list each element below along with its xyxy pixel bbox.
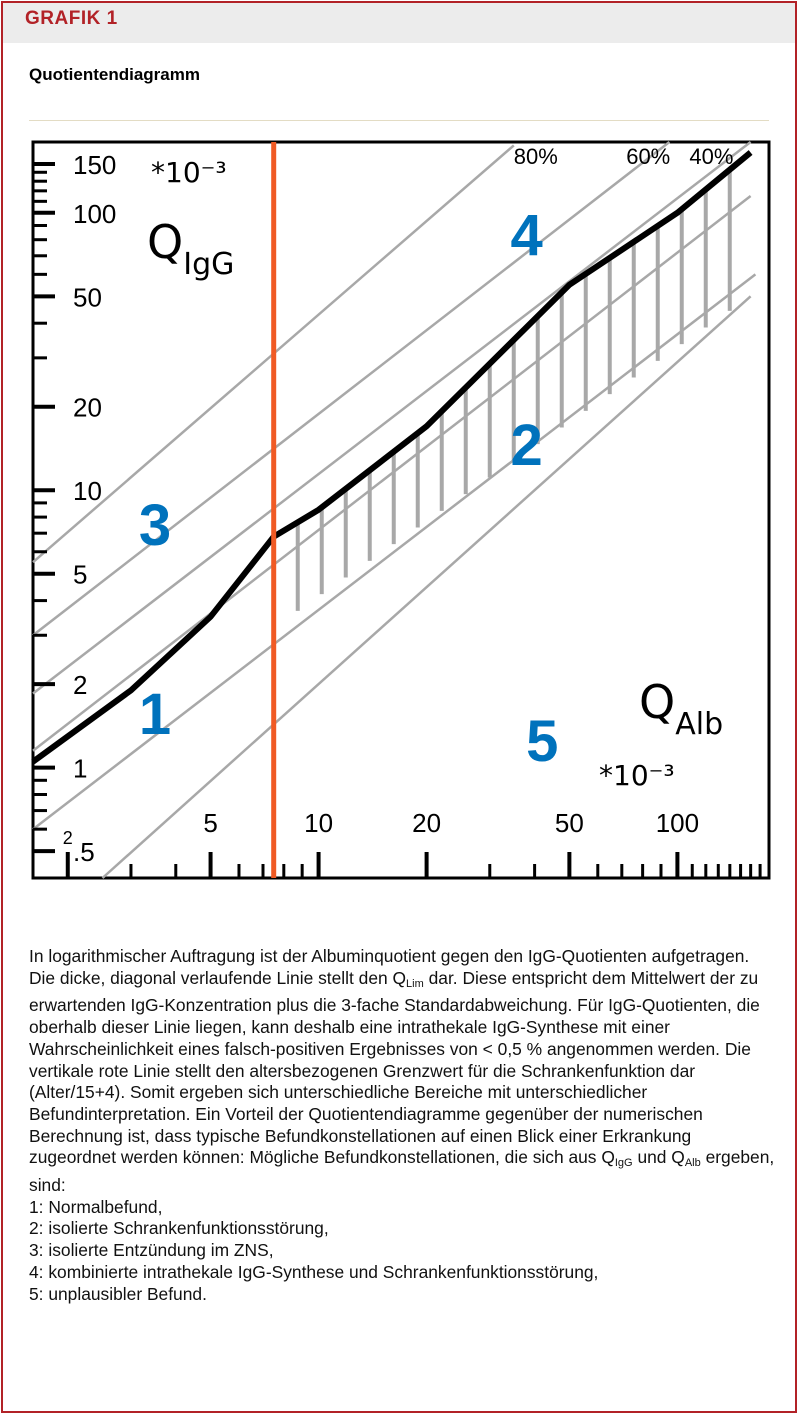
x-tick-label: 2 <box>62 828 73 848</box>
y-tick-label: 2 <box>73 670 88 701</box>
caption-list-item: 1: Normalbefund, <box>29 1196 163 1217</box>
y-tick-label: 5 <box>73 559 88 590</box>
figure-subtitle: Quotientendiagramm <box>29 65 200 84</box>
caption-qigg-sub: IgG <box>614 1157 633 1170</box>
caption-qlim: Q <box>392 967 407 988</box>
region-label: 3 <box>138 493 172 559</box>
region-label: 1 <box>138 682 172 748</box>
x-axis-title: $Q_{Alb}$ <box>639 675 724 742</box>
figure-caption <box>29 946 779 1305</box>
caption-intro: In logarithmischer Auftragung ist der Albuminquotient gegen den IgG-Quotienten aufgetragen. Die dicke, diagonal verlaufende Linie stellt den <box>29 946 750 988</box>
y-units-label: *10⁻³ <box>151 156 227 189</box>
caption-paragraph <box>29 946 779 1197</box>
y-tick-label: 20 <box>73 392 102 423</box>
x-tick-label: 10 <box>304 808 334 838</box>
caption-middle: dar. Diese entspricht dem Mittelwert der zu erwartenden IgG-Konzentration plus die 3-fache Standardabweichung. Für IgG-Quotienten, die oberhalb dieser Linie liegen, kann deshalb eine intrathekale IgG-Synthese mit einer Wahrscheinlichkeit eines falsch-positiven Ergebnisses von < 0,5 % angenommen werden. Die vertikale rote Linie stellt den altersbezogenen Grenzwert für die Schrankenfunktion dar (Alter/15+4). Somit ergeben sich unterschiedliche Bereiche mit unterschiedlicher Befundinterpretation. Ein Vorteil der Quotientendiagramme gegenüber der numerischen Berechnung ist, dass typische Befundkonstellationen auf einen Blick einer Erkrankung zugeordnet werden können: Mögliche Befundkonstellationen, die sich aus <box>29 967 760 1168</box>
figure-header <box>3 3 795 43</box>
quotient-chart <box>29 140 775 882</box>
y-axis-title: $Q_{IgG}$ <box>147 215 235 282</box>
caption-qalb: Q <box>671 1147 685 1168</box>
x-tick-label: 100 <box>655 808 700 838</box>
y-tick-label: .5 <box>73 837 95 868</box>
percentile-label: 80% <box>513 143 558 169</box>
figure-frame <box>1 1 797 1413</box>
caption-list-item: 2: isolierte Schrankenfunktionsstörung, <box>29 1218 329 1239</box>
region-label: 4 <box>510 203 543 269</box>
percentile-label: 60% <box>626 143 671 169</box>
x-tick-label: 50 <box>554 808 584 838</box>
caption-list-item: 4: kombinierte intrathekale IgG-Synthese und Schrankenfunktionsstörung, <box>29 1261 599 1282</box>
region-label: 5 <box>526 708 559 774</box>
y-tick-label: 10 <box>73 476 102 507</box>
y-tick-label: 50 <box>73 282 102 313</box>
caption-and: und <box>632 1147 672 1168</box>
caption-qalb-sub: Alb <box>684 1157 701 1170</box>
y-tick-label: 1 <box>73 753 88 784</box>
caption-qigg: Q <box>601 1147 615 1168</box>
y-tick-label: 150 <box>73 149 117 180</box>
caption-end: ergeben, sind: <box>29 1147 775 1196</box>
x-units-label: *10⁻³ <box>599 759 675 792</box>
caption-list-item: 3: isolierte Entzündung im ZNS, <box>29 1240 274 1261</box>
region-label: 2 <box>510 413 543 479</box>
percentile-label: 40% <box>689 143 734 169</box>
x-tick-label: 5 <box>203 808 218 838</box>
caption-list-item: 5: unplausibler Befund. <box>29 1283 207 1304</box>
figure-label: GRAFIK 1 <box>25 8 118 29</box>
x-tick-label: 20 <box>412 808 442 838</box>
y-tick-label: 100 <box>73 198 117 229</box>
divider <box>29 120 769 121</box>
caption-qlim-sub: Lim <box>406 977 424 990</box>
